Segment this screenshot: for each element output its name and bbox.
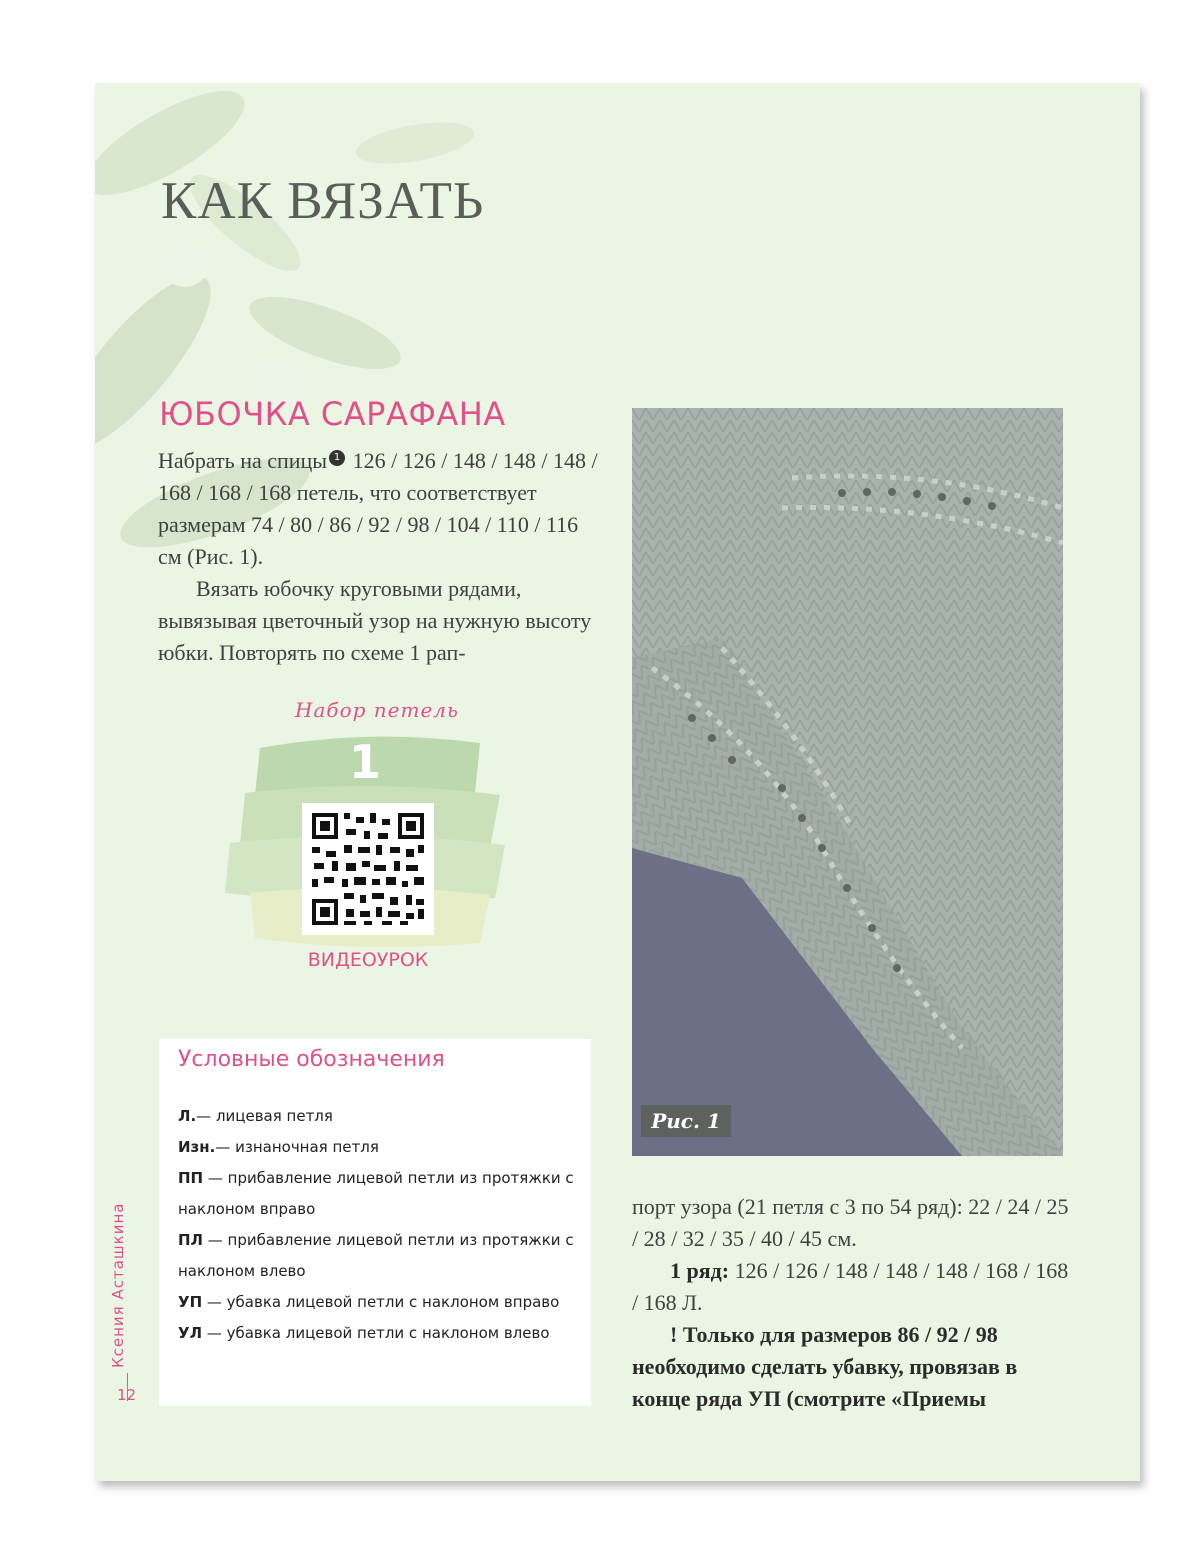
- figure-caption: Рис. 1: [641, 1105, 731, 1137]
- video-lesson-label: ВИДЕОУРОК: [307, 949, 429, 971]
- legend-desc: — прибавление лицевой петли из протяжки с наклоном вправо: [178, 1169, 574, 1218]
- section-title: ЮБОЧКА САРАФАНА: [159, 395, 506, 433]
- video-number: 1: [348, 735, 381, 789]
- legend-item: [178, 1132, 583, 1163]
- continuation-paragraph: порт узора (21 петля с 3 по 54 ряд): 22 / 24 / 25 / 28 / 32 / 35 / 40 / 45 см.: [632, 1194, 1069, 1251]
- intro-text: [158, 445, 603, 669]
- legend-abbr: Л.: [178, 1107, 197, 1125]
- legend-desc: — лицевая петля: [196, 1107, 333, 1125]
- legend-abbr: ПП: [178, 1169, 204, 1187]
- legend-title: Условные обозначения: [178, 1047, 445, 1072]
- intro-p1-start: Набрать на спицы: [158, 448, 328, 473]
- book-page: [95, 83, 1140, 1481]
- legend-desc: — прибавление лицевой петли из протяжки с наклоном влево: [178, 1231, 574, 1280]
- video-lesson-block: [220, 695, 530, 995]
- legend-item: [178, 1287, 583, 1318]
- legend-list: [178, 1101, 583, 1349]
- legend-desc: — убавка лицевой петли с наклоном вправо: [202, 1293, 560, 1311]
- row-1-label: 1 ряд:: [670, 1258, 730, 1283]
- intro-p1-end: 126 / 126 / 148 / 148 / 148 / 168 / 168 / 168 петель, что соответствует размерам 74 / 80 / 86 / 92 / 98 / 104 / 110 / 116 см (Рис. 1).: [158, 448, 598, 569]
- intro-paragraph-1: [158, 445, 603, 573]
- page-title: КАК ВЯЗАТЬ: [161, 172, 485, 230]
- legend-item: [178, 1101, 583, 1132]
- video-script-label: Набор петель: [295, 698, 459, 722]
- legend-abbr: ПЛ: [178, 1231, 204, 1249]
- author-name: Ксения Асташкина: [109, 1202, 127, 1368]
- legend-item: [178, 1163, 583, 1225]
- page-number: 12: [117, 1386, 137, 1404]
- legend-abbr: УЛ: [178, 1324, 203, 1342]
- intro-paragraph-2: Вязать юбочку круговыми рядами, вывязывая цветочный узор на нужную высоту юбки. Повторять по схеме 1 рап-: [158, 576, 592, 665]
- legend-item: [178, 1318, 583, 1349]
- knitted-skirt-photo: [632, 408, 1063, 1156]
- legend-abbr: УП: [178, 1293, 203, 1311]
- legend-desc: — изнаночная петля: [215, 1138, 379, 1156]
- row-1-text: 126 / 126 / 148 / 148 / 148 / 168 / 168 / 168 Л.: [632, 1258, 1069, 1315]
- footnote-badge: 1: [329, 450, 345, 466]
- legend-abbr: Изн.: [178, 1138, 216, 1156]
- qr-code-icon[interactable]: [302, 803, 434, 935]
- row-1-instruction: [632, 1255, 1072, 1319]
- sizes-note: ! Только для размеров 86 / 92 / 98 необходимо сделать убавку, провязав в конце ряда УП (смотрите «Приемы: [632, 1322, 1018, 1411]
- legend-item: [178, 1225, 583, 1287]
- continuation-text: [632, 1191, 1072, 1415]
- legend-box: [159, 1039, 591, 1406]
- legend-desc: — убавка лицевой петли с наклоном влево: [202, 1324, 550, 1342]
